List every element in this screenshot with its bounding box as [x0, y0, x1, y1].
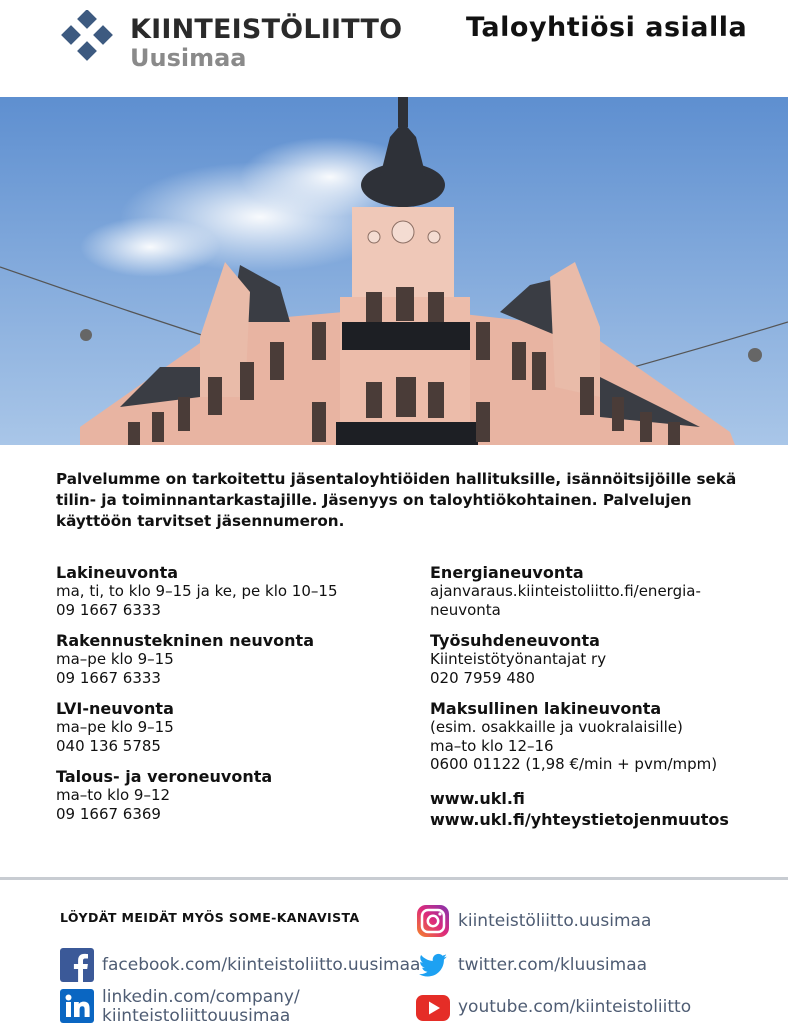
service-title: Talous- ja veroneuvonta — [56, 767, 273, 786]
services-left-column — [56, 563, 416, 835]
service-provider: Kiinteistötyönantajat ry — [430, 650, 607, 668]
service-employment-advice — [430, 631, 770, 687]
service-energy-advice — [430, 563, 770, 619]
social-heading: LÖYDÄT MEIDÄT MYÖS SOME-KANAVISTA — [60, 910, 360, 925]
instagram-link[interactable]: kiinteistöliitto.uusimaa — [458, 911, 652, 931]
building-photo — [0, 97, 788, 445]
services-right-column — [430, 563, 770, 830]
service-hours: ma–to klo 12–16 — [430, 736, 554, 755]
linkedin-link[interactable] — [102, 988, 300, 1026]
service-phone: 040 136 5785 — [56, 736, 161, 755]
intro-line: käyttöön tarvitset jäsennumeron. — [56, 512, 345, 530]
section-divider — [0, 877, 788, 880]
service-hours: ma–pe klo 9–15 — [56, 718, 174, 736]
service-finance-tax-advice — [56, 767, 416, 823]
intro-text — [56, 469, 746, 532]
youtube-icon[interactable] — [416, 991, 450, 1025]
service-audience: (esim. osakkaille ja vuokralaisille) — [430, 718, 683, 736]
service-construction-advice — [56, 631, 416, 687]
intro-line: Palvelumme on tarkoitettu jäsentaloyhtiöiden hallituksille, isännöitsijöille sekä — [56, 470, 737, 488]
service-hvac-advice — [56, 699, 416, 755]
twitter-icon[interactable] — [416, 948, 450, 982]
service-hours: ma–pe klo 9–15 — [56, 650, 174, 668]
website-link[interactable]: www.ukl.fi — [430, 788, 525, 808]
service-title: LVI-neuvonta — [56, 699, 174, 718]
org-region: Uusimaa — [130, 44, 247, 72]
service-booking-link[interactable]: neuvonta — [430, 600, 501, 619]
service-hours: ma–to klo 9–12 — [56, 786, 171, 804]
service-phone: 020 7959 480 — [430, 668, 535, 687]
service-hours: ma, ti, to klo 9–15 ja ke, pe klo 10–15 — [56, 582, 338, 600]
web-links — [430, 788, 770, 830]
twitter-link[interactable]: twitter.com/kluusimaa — [458, 955, 648, 975]
service-phone: 0600 01122 (1,98 €/min + pvm/mpm) — [430, 755, 718, 773]
facebook-link[interactable]: facebook.com/kiinteistoliitto.uusimaa — [102, 955, 421, 975]
service-title: Energianeuvonta — [430, 563, 584, 582]
contact-update-link[interactable]: www.ukl.fi/yhteystietojenmuutos — [430, 809, 729, 829]
service-phone: 09 1667 6369 — [56, 804, 161, 823]
youtube-link[interactable]: youtube.com/kiinteistoliitto — [458, 997, 692, 1017]
service-booking-link[interactable]: ajanvaraus.kiinteistoliitto.fi/energia- — [430, 582, 701, 600]
logo-icon — [56, 10, 116, 70]
service-title: Maksullinen lakineuvonta — [430, 699, 662, 718]
service-title: Rakennustekninen neuvonta — [56, 631, 314, 650]
org-name: KIINTEISTÖLIITTO — [130, 14, 403, 45]
instagram-icon[interactable] — [416, 904, 450, 938]
linkedin-link-line[interactable]: linkedin.com/company/ — [102, 987, 300, 1007]
page-tagline: Taloyhtiösi asialla — [466, 12, 748, 43]
service-paid-legal-advice — [430, 699, 770, 774]
service-phone: 09 1667 6333 — [56, 668, 161, 687]
intro-line: tilin- ja toiminnantarkastajille. Jäsenyys on taloyhtiökohtainen. Palvelujen — [56, 491, 692, 509]
linkedin-link-line[interactable]: kiinteistoliittouusimaa — [102, 1006, 291, 1026]
service-legal-advice — [56, 563, 416, 619]
linkedin-icon[interactable] — [60, 989, 94, 1023]
service-phone: 09 1667 6333 — [56, 600, 161, 619]
service-title: Lakineuvonta — [56, 563, 179, 582]
service-title: Työsuhdeneuvonta — [430, 631, 600, 650]
facebook-icon[interactable] — [60, 948, 94, 982]
